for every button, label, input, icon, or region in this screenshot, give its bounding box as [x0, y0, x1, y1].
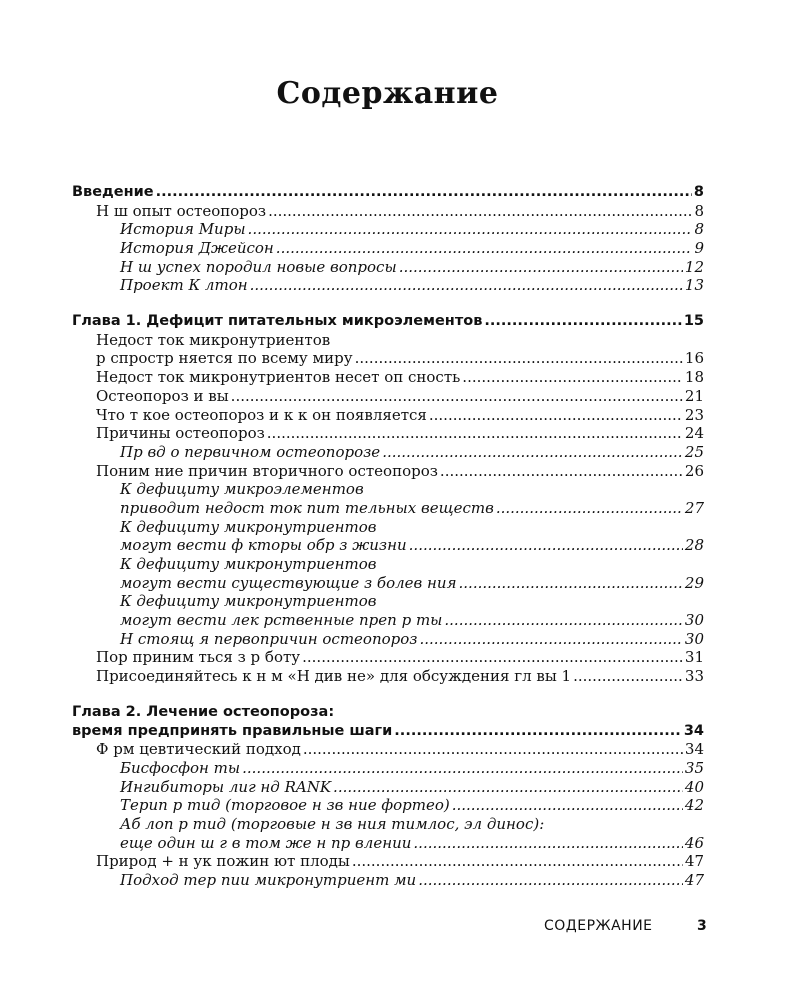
toc-entry-title: могут вести лек рственные преп р ты — [120, 611, 443, 630]
toc-entry-title: К дефициту микронутриентов — [120, 517, 377, 536]
toc-entry-title: История Джейсон — [120, 239, 274, 258]
toc-leader-dots — [452, 796, 683, 815]
toc-leader-dots — [156, 183, 692, 202]
toc-entry[interactable] — [72, 518, 704, 537]
toc-leader-dots — [250, 276, 683, 295]
toc-entry-page: 15 — [683, 313, 704, 330]
toc-leader-dots — [444, 611, 683, 630]
toc-entry[interactable] — [72, 630, 704, 649]
toc-leader-dots — [440, 462, 683, 481]
toc-entry-page: 8 — [694, 201, 704, 220]
toc-entry-page: 31 — [684, 648, 704, 667]
table-of-contents — [72, 183, 704, 890]
toc-entry-title: Пор приним ться з р боту — [96, 648, 301, 667]
toc-leader-dots — [242, 759, 683, 778]
toc-entry[interactable] — [72, 667, 704, 686]
toc-entry-page: 35 — [684, 758, 704, 777]
toc-leader-dots — [248, 220, 693, 239]
toc-entry[interactable] — [72, 387, 704, 406]
toc-entry-page: 34 — [684, 740, 704, 759]
toc-entry-title: Терип р тид (торговое н зв ние фортео) — [120, 796, 450, 815]
toc-leader-dots — [419, 630, 682, 649]
toc-entry-title: К дефициту микроэлементов — [120, 480, 364, 499]
page-title: Содержание — [276, 76, 499, 111]
toc-entry[interactable] — [72, 759, 704, 778]
toc-entry-page: 47 — [684, 852, 704, 871]
toc-entry-page: 24 — [684, 424, 704, 443]
toc-leader-dots — [462, 368, 683, 387]
toc-entry-title: Ф рм цевтический подход — [96, 740, 301, 759]
toc-entry[interactable] — [72, 574, 704, 593]
toc-leader-dots — [409, 536, 683, 555]
toc-leader-dots — [268, 202, 692, 221]
toc-entry[interactable] — [72, 852, 704, 871]
toc-leader-dots — [333, 778, 683, 797]
toc-entry-title: Проект К лтон — [120, 276, 248, 295]
toc-entry[interactable] — [72, 834, 704, 853]
toc-entry[interactable] — [72, 499, 704, 518]
toc-entry[interactable] — [72, 611, 704, 630]
toc-entry[interactable] — [72, 796, 704, 815]
toc-entry-page: 26 — [684, 461, 704, 480]
toc-entry[interactable] — [72, 258, 704, 277]
toc-entry[interactable] — [72, 424, 704, 443]
toc-entry-page: 34 — [683, 722, 704, 739]
toc-entry-title: Глава 1. Дефицит питательных микроэлементов — [72, 313, 483, 330]
toc-entry-title: Аб лоп р тид (торговые н зв ния тимлос, эл динос): — [120, 814, 545, 833]
toc-entry[interactable] — [72, 183, 704, 202]
toc-leader-dots — [573, 667, 683, 686]
toc-entry-page: 40 — [684, 777, 704, 796]
toc-entry[interactable] — [72, 350, 704, 369]
toc-entry[interactable] — [72, 649, 704, 668]
toc-entry-page: 18 — [684, 368, 704, 387]
toc-entry-title: Ингибиторы лиг нд RANK — [120, 777, 332, 796]
toc-leader-dots — [429, 406, 683, 425]
toc-entry-page: 8 — [694, 220, 704, 239]
toc-entry-page: 23 — [684, 405, 704, 424]
toc-entry-title: Что т кое остеопороз и к к он появляется — [96, 405, 427, 424]
toc-leader-dots — [382, 443, 683, 462]
toc-leader-dots — [459, 574, 683, 593]
toc-entry[interactable] — [72, 331, 704, 350]
running-footer: СОДЕРЖАНИЕ — [544, 918, 653, 934]
toc-entry-title: Глава 2. Лечение остеопороза: — [72, 703, 335, 720]
toc-entry[interactable] — [72, 740, 704, 759]
toc-entry-title: приводит недост ток пит тельных веществ — [120, 498, 494, 517]
toc-entry-page: 46 — [684, 833, 704, 852]
toc-leader-dots — [303, 740, 683, 759]
toc-entry-title: Пр вд о первичном остеопорозе — [120, 442, 381, 461]
toc-entry-title: Бисфосфон ты — [120, 758, 241, 777]
toc-entry[interactable] — [72, 368, 704, 387]
toc-entry-page: 42 — [684, 796, 704, 815]
toc-entry-title: могут вести ф кторы обр з жизни — [120, 536, 407, 555]
toc-entry-page: 30 — [684, 611, 704, 630]
toc-leader-dots — [267, 424, 683, 443]
toc-entry-title: Присоединяйтесь к н м «Н див не» для обсуждения гл вы 1 — [96, 667, 572, 686]
toc-leader-dots — [418, 871, 683, 890]
toc-entry-title: К дефициту микронутриентов — [120, 592, 377, 611]
toc-entry[interactable] — [72, 592, 704, 611]
toc-entry[interactable] — [72, 815, 704, 834]
toc-entry-title: р спростр няется по всему миру — [96, 349, 353, 368]
toc-entry-page: 16 — [684, 349, 704, 368]
toc-entry-title: Н стоящ я первопричин остеопороз — [120, 629, 418, 648]
toc-leader-dots — [413, 834, 683, 853]
toc-entry[interactable] — [72, 462, 704, 481]
toc-entry-title: Введение — [72, 183, 154, 200]
toc-leader-dots — [399, 258, 683, 277]
section-gap — [72, 686, 704, 703]
toc-entry-page: 25 — [684, 442, 704, 461]
toc-leader-dots — [355, 349, 683, 368]
toc-entry[interactable] — [72, 536, 704, 555]
toc-entry-title: могут вести существующие з болев ния — [120, 573, 457, 592]
toc-leader-dots — [394, 722, 682, 741]
toc-entry[interactable] — [72, 703, 704, 722]
toc-entry[interactable] — [72, 871, 704, 890]
toc-entry[interactable] — [72, 443, 704, 462]
toc-leader-dots — [302, 648, 683, 667]
toc-entry-page: 13 — [684, 276, 704, 295]
toc-entry-title: Недост ток микронутриентов несет оп сность — [96, 368, 461, 387]
toc-entry-page: 28 — [684, 536, 704, 555]
toc-entry-title: Н ш успех породил новые вопросы — [120, 257, 397, 276]
toc-entry[interactable] — [72, 778, 704, 797]
toc-entry-page: 12 — [684, 257, 704, 276]
toc-entry[interactable] — [72, 406, 704, 425]
toc-entry-page: 8 — [693, 183, 704, 200]
toc-leader-dots — [496, 499, 683, 518]
toc-entry-page: 47 — [684, 871, 704, 890]
toc-entry-title: Н ш опыт остеопороз — [96, 201, 267, 220]
toc-entry-title: Причины остеопороз — [96, 424, 265, 443]
toc-entry-title: время предпринять правильные шаги — [72, 722, 393, 739]
toc-entry-page: 9 — [694, 239, 704, 258]
toc-leader-dots — [231, 387, 683, 406]
toc-entry[interactable] — [72, 276, 704, 295]
toc-leader-dots — [352, 852, 683, 871]
toc-entry-title: Остеопороз и вы — [96, 386, 229, 405]
toc-entry[interactable] — [72, 312, 704, 331]
toc-entry[interactable] — [72, 480, 704, 499]
toc-entry[interactable] — [72, 202, 704, 221]
toc-entry-page: 30 — [684, 629, 704, 648]
section-gap — [72, 295, 704, 312]
toc-entry[interactable] — [72, 239, 704, 258]
toc-entry-title: К дефициту микронутриентов — [120, 555, 377, 574]
toc-leader-dots — [276, 239, 693, 258]
toc-entry-title: еще один ш г в том же н пр влении — [120, 833, 412, 852]
toc-entry[interactable] — [72, 220, 704, 239]
toc-entry-page: 33 — [684, 667, 704, 686]
toc-entry-page: 29 — [684, 573, 704, 592]
page-number: 3 — [697, 918, 707, 934]
toc-leader-dots — [484, 312, 681, 331]
toc-entry-title: Недост ток микронутриентов — [96, 330, 331, 349]
toc-entry[interactable] — [72, 555, 704, 574]
toc-entry-title: История Миры — [120, 220, 246, 239]
toc-entry-title: Природ + н ук пожин ют плоды — [96, 852, 350, 871]
toc-entry-title: Поним ние причин вторичного остеопороз — [96, 461, 438, 480]
toc-entry-title: Подход тер пии микронутриент ми — [120, 871, 417, 890]
toc-entry-page: 27 — [684, 498, 704, 517]
toc-entry[interactable] — [72, 722, 704, 741]
toc-entry-page: 21 — [684, 386, 704, 405]
